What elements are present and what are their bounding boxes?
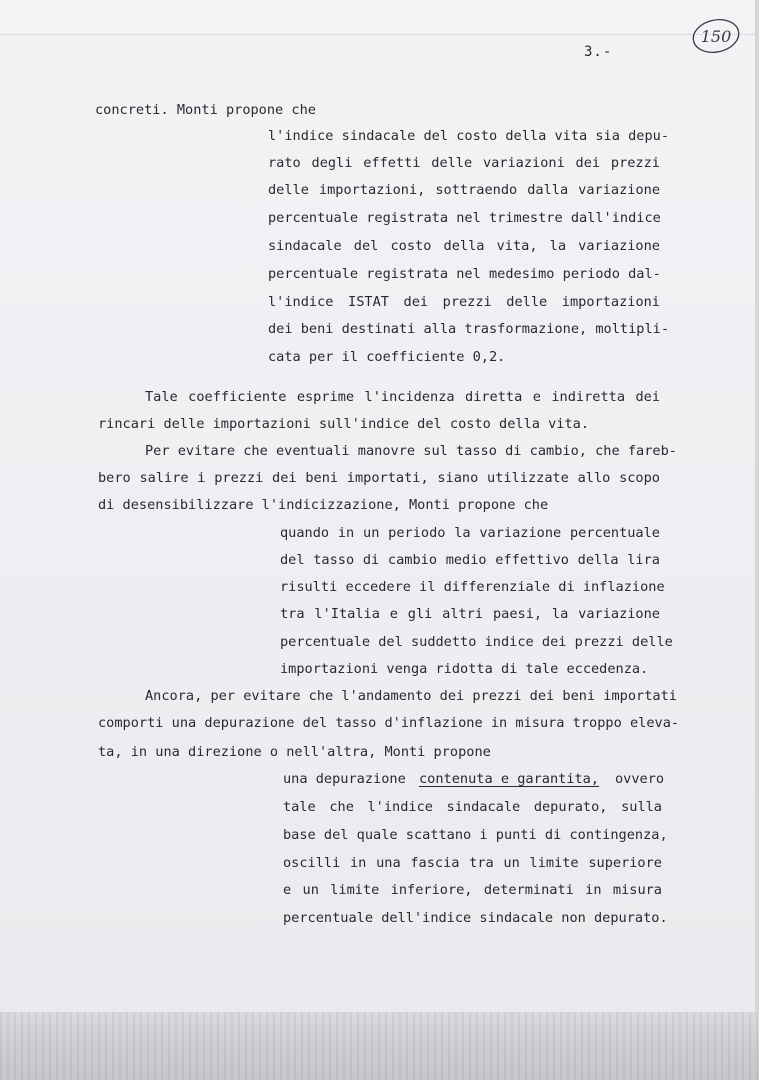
paragraph-4-line: Ancora, per evitare che l'andamento dei prezzi dei beni importati: [145, 688, 677, 704]
archive-stamp: [690, 16, 742, 56]
quote-1-line: rato degli effetti delle variazioni dei prezzi: [268, 155, 660, 171]
quote-2-line: quando in un periodo la variazione percentuale: [280, 525, 660, 541]
quote-1-line: l'indice ISTAT dei prezzi delle importazioni: [268, 294, 660, 310]
page-number: 3.-: [584, 44, 613, 60]
quote-3-line-end: ovvero: [615, 771, 665, 787]
quote-3-line: percentuale dell'indice sindacale non depurato.: [283, 910, 668, 926]
quote-3-line-start: una depurazione: [283, 771, 406, 787]
scan-bottom-band: [0, 1012, 759, 1080]
quote-3-line: base del quale scattano i punti di contingenza,: [283, 827, 668, 843]
paragraph-2-line: rincari delle importazioni sull'indice del costo della vita.: [98, 416, 590, 432]
paragraph-3-line: Per evitare che eventuali manovre sul tasso di cambio, che fareb-: [145, 443, 677, 459]
quote-3-line: tale che l'indice sindacale depurato, sulla: [283, 799, 662, 815]
paragraph-4-line: comporti una depurazione del tasso d'inflazione in misura troppo eleva-: [98, 715, 680, 731]
page-right-edge: [755, 0, 759, 1080]
quote-1-line: dei beni destinati alla trasformazione, moltipli-: [268, 321, 670, 337]
paragraph-2-line: Tale coefficiente esprime l'incidenza diretta e indiretta dei: [145, 389, 660, 405]
paragraph-3-line: di desensibilizzare l'indicizzazione, Monti propone che: [98, 497, 549, 513]
quote-1-line: percentuale registrata nel medesimo periodo dal-: [268, 266, 661, 282]
quote-2-line: del tasso di cambio medio effettivo della lira: [280, 552, 660, 568]
underlined-phrase: contenuta e garantita,: [419, 771, 600, 787]
quote-3-line: oscilli in una fascia tra un limite superiore: [283, 855, 662, 871]
quote-1-line: cata per il coefficiente 0,2.: [268, 349, 506, 365]
stamp-icon: [690, 16, 742, 56]
paragraph-3-line: bero salire i prezzi dei beni importati, siano utilizzate allo scopo: [98, 470, 660, 486]
paragraph-4-line: ta, in una direzione o nell'altra, Monti propone: [98, 744, 491, 760]
quote-3-line: e un limite inferiore, determinati in misura: [283, 882, 662, 898]
quote-2-line: tra l'Italia e gli altri paesi, la variazione: [280, 606, 660, 622]
quote-2-line: importazioni venga ridotta di tale eccedenza.: [280, 661, 649, 677]
quote-1-line: percentuale registrata nel trimestre dall'indice: [268, 210, 661, 226]
stamp-number: 150: [700, 27, 732, 46]
quote-2-line: risulti eccedere il differenziale di inflazione: [280, 579, 665, 595]
quote-1-line: delle importazioni, sottraendo dalla variazione: [268, 182, 660, 198]
page-top-edge: [0, 34, 759, 35]
quote-1-line: sindacale del costo della vita, la variazione: [268, 238, 660, 254]
paragraph-1-line: concreti. Monti propone che: [95, 102, 316, 118]
quote-2-line: percentuale del suddetto indice dei prezzi delle: [280, 634, 673, 650]
quote-1-line: l'indice sindacale del costo della vita sia depu-: [268, 128, 670, 144]
